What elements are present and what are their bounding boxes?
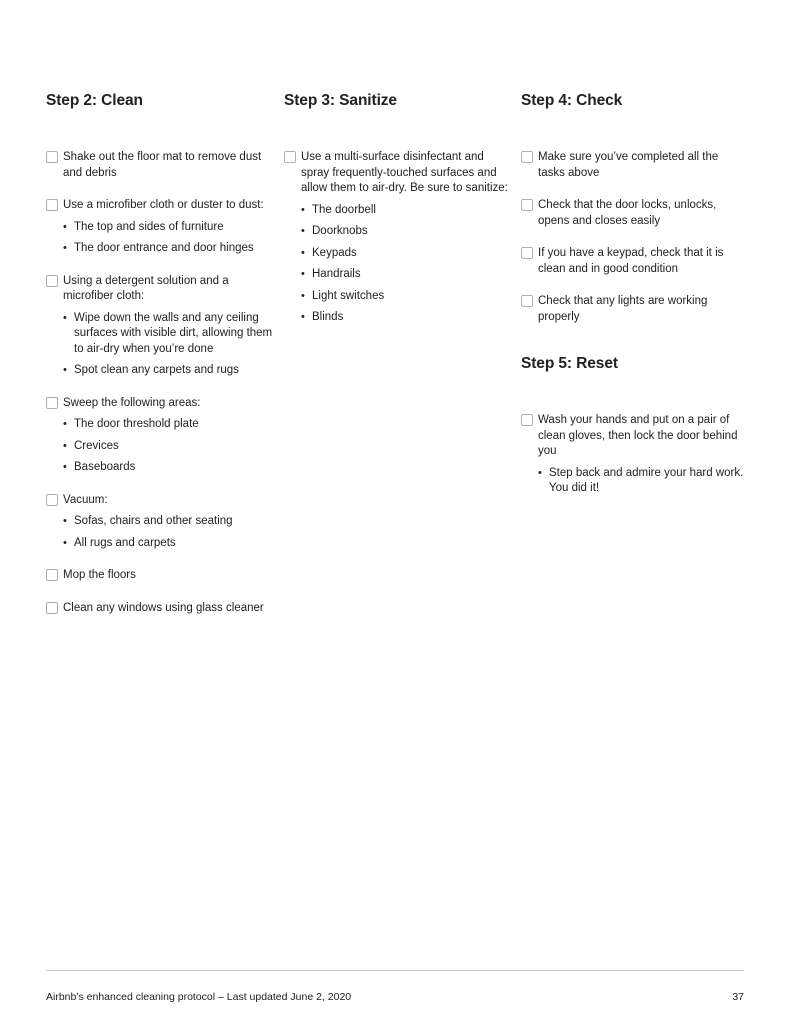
bullet-icon: • (538, 466, 542, 479)
list-item (301, 246, 509, 262)
list-item (63, 439, 276, 455)
bullet-icon: • (301, 289, 305, 302)
task-list (521, 413, 746, 497)
sub-list (46, 514, 276, 551)
list-item (538, 466, 746, 497)
task-list (521, 150, 746, 325)
checkbox-icon[interactable] (521, 295, 533, 307)
list-item-text: The door threshold plate (74, 418, 199, 430)
list-item-text: Crevices (74, 439, 119, 452)
list-item-text: Handrails (312, 268, 361, 280)
task-text: Vacuum: (63, 493, 108, 506)
checkbox-icon[interactable] (521, 199, 533, 211)
list-item-text: Doorknobs (312, 225, 368, 237)
task-text: Sweep the following areas: (63, 396, 201, 409)
checkbox-icon[interactable] (46, 569, 58, 581)
list-item-text: Blinds (312, 311, 344, 323)
bullet-icon: • (301, 203, 305, 216)
list-item (301, 224, 509, 240)
bullet-icon: • (63, 515, 67, 527)
bullet-icon: • (63, 311, 67, 324)
bullet-icon: • (63, 242, 67, 254)
task-text: Check that any lights are working properly (538, 295, 708, 323)
task-text: Use a multi-surface disinfectant and spray frequently-touched surfaces and allow them to air-dry. Be sure to sanitize: (301, 151, 508, 194)
task-item (46, 396, 276, 476)
bullet-icon: • (301, 311, 305, 323)
bullet-icon: • (63, 418, 67, 430)
task-item (521, 198, 746, 229)
list-item (301, 310, 509, 326)
list-item (63, 417, 276, 433)
sub-list (46, 311, 276, 379)
list-item (63, 460, 276, 476)
step-3-sanitize-column (284, 90, 509, 343)
list-item-text: The door entrance and door hinges (74, 242, 254, 254)
bullet-icon: • (301, 225, 305, 237)
step-2-clean-column (46, 90, 276, 633)
task-item (284, 150, 509, 326)
task-text: Use a microfiber cloth or duster to dust: (63, 199, 264, 211)
page-number: 37 (732, 991, 744, 1003)
task-item (521, 246, 746, 277)
task-text: Mop the floors (63, 569, 136, 581)
list-item-text: All rugs and carpets (74, 536, 176, 549)
checkbox-icon[interactable] (521, 151, 533, 163)
task-list (284, 150, 509, 326)
list-item-text: Sofas, chairs and other seating (74, 515, 233, 527)
footer-divider (46, 970, 744, 971)
bullet-icon: • (63, 220, 67, 233)
bullet-icon: • (301, 268, 305, 280)
task-item (46, 493, 276, 552)
list-item-text: Step back and admire your hard work. You did it! (549, 466, 744, 494)
list-item (63, 220, 276, 236)
checkbox-icon[interactable] (521, 247, 533, 259)
list-item (301, 203, 509, 219)
bullet-icon: • (63, 461, 67, 473)
list-item (63, 241, 276, 257)
task-text: Check that the door locks, unlocks, opens and closes easily (538, 199, 717, 227)
checkbox-icon[interactable] (46, 602, 58, 614)
bullet-icon: • (63, 536, 67, 549)
task-text: Clean any windows using glass cleaner (63, 601, 264, 614)
task-text: Make sure you’ve completed all the tasks above (538, 151, 719, 179)
checkbox-icon[interactable] (46, 199, 58, 211)
list-item-text: Wipe down the walls and any ceiling surfaces with visible dirt, allowing them to air-dry when you’re done (74, 311, 273, 355)
list-item-text: Spot clean any carpets and rugs (74, 364, 239, 376)
list-item-text: Keypads (312, 246, 357, 259)
checkbox-icon[interactable] (46, 397, 58, 409)
task-item (521, 413, 746, 497)
bullet-icon: • (63, 439, 67, 452)
sub-list (46, 417, 276, 476)
list-item (301, 289, 509, 305)
checkbox-icon[interactable] (46, 494, 58, 506)
task-text: Wash your hands and put on a pair of clean gloves, then lock the door behind you (538, 414, 738, 457)
task-item (46, 601, 276, 617)
list-item (63, 536, 276, 552)
step-4-check-column (521, 90, 746, 514)
list-item-text: Baseboards (74, 461, 136, 473)
list-item (63, 514, 276, 530)
sub-list (284, 203, 509, 326)
task-item (521, 294, 746, 325)
list-item-text: The doorbell (312, 203, 376, 216)
task-text: If you have a keypad, check that it is clean and in good condition (538, 247, 724, 275)
task-item (46, 274, 276, 379)
task-item (46, 198, 276, 257)
task-item (521, 150, 746, 181)
step-title: Step 2: Clean (46, 92, 143, 109)
step-title: Step 5: Reset (521, 355, 618, 372)
checkbox-icon[interactable] (521, 414, 533, 426)
list-item-text: Light switches (312, 289, 385, 302)
checkbox-icon[interactable] (46, 275, 58, 287)
list-item (63, 311, 276, 358)
list-item (63, 363, 276, 379)
bullet-icon: • (63, 364, 67, 376)
list-item-text: The top and sides of furniture (74, 220, 224, 233)
task-text: Using a detergent solution and a microfiber cloth: (63, 274, 229, 302)
task-item (46, 568, 276, 584)
sub-list (46, 220, 276, 257)
bullet-icon: • (301, 246, 305, 259)
sub-list (521, 466, 746, 497)
checkbox-icon[interactable] (284, 151, 296, 163)
footer-text: Airbnb’s enhanced cleaning protocol – Last updated June 2, 2020 (46, 991, 352, 1003)
step-title: Step 4: Check (521, 92, 623, 109)
list-item (301, 267, 509, 283)
checkbox-icon[interactable] (46, 151, 58, 163)
task-list (46, 150, 276, 616)
step-title: Step 3: Sanitize (284, 92, 397, 109)
task-item (46, 150, 276, 181)
task-text: Shake out the floor mat to remove dust and debris (63, 151, 262, 179)
step-5-reset-section (521, 353, 746, 497)
